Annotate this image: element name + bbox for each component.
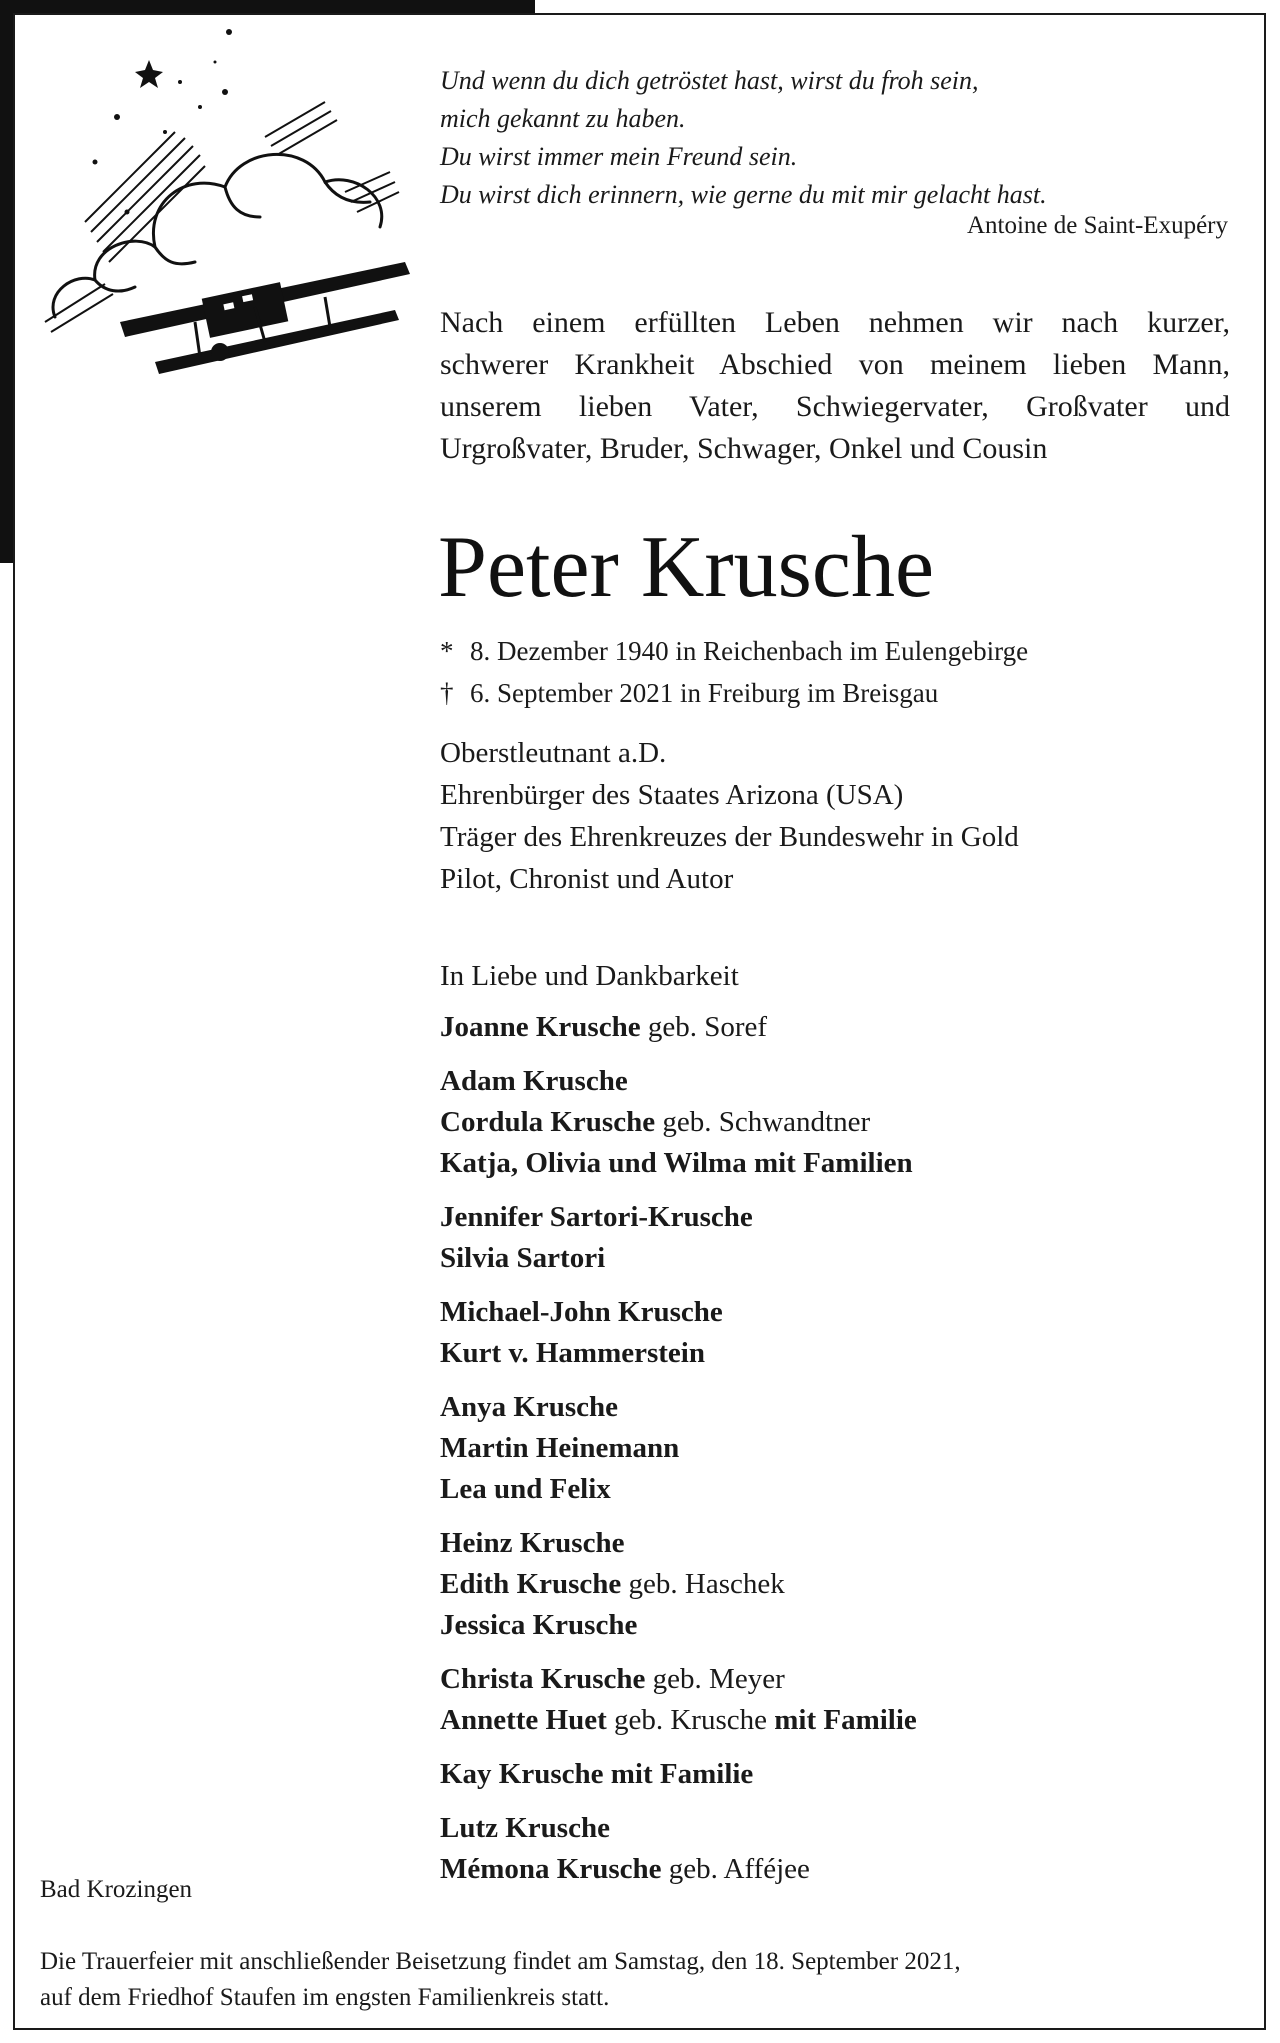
mourner-note: geb. Schwandtner (655, 1106, 871, 1138)
mourner-name: Michael-John Krusche (440, 1296, 723, 1328)
intro-paragraph (440, 302, 1230, 470)
mourner-name: Cordula Krusche (440, 1106, 656, 1138)
mourner-name: Joanne Krusche (440, 1011, 641, 1043)
mourner-line (440, 1143, 917, 1184)
cross-icon: † (440, 678, 454, 708)
mourners-intro: In Liebe und Dankbarkeit (440, 960, 739, 992)
mourner-name: Edith Krusche (440, 1568, 622, 1600)
quote-line: Und wenn du dich getröstet hast, wirst du froh sein, (440, 66, 979, 95)
mourner-name: Katja, Olivia und Wilma mit Familien (440, 1147, 913, 1179)
honor-line: Oberstleutnant a.D. (440, 737, 667, 769)
mourner-line (440, 1387, 917, 1428)
mourner-name: Martin Heinemann (440, 1432, 680, 1464)
mourner-note: geb. Afféjee (661, 1853, 810, 1885)
intro-line: Urgroßvater, Bruder, Schwager, Onkel und Cousin (440, 432, 1048, 465)
quote-line: Du wirst dich erinnern, wie gerne du mit mir gelacht hast. (440, 180, 1047, 209)
mourner-line (440, 1849, 917, 1890)
mourner-line (440, 1102, 917, 1143)
place: Bad Krozingen (40, 1876, 193, 1903)
mourner-line (440, 1007, 917, 1048)
mourner-name: Christa Krusche (440, 1663, 646, 1695)
birth-line (440, 630, 1028, 672)
quote-line: mich gekannt zu haben. (440, 104, 686, 133)
mourner-line (440, 1428, 917, 1469)
mourner-line (440, 1197, 917, 1238)
mourner-line (440, 1754, 917, 1795)
mourner-name: Lea und Felix (440, 1473, 611, 1505)
mourner-group (440, 1061, 917, 1184)
mourner-name: Jennifer Sartori-Krusche (440, 1201, 753, 1233)
mourner-group (440, 1007, 917, 1048)
death-line (440, 672, 1028, 714)
honor-line: Träger des Ehrenkreuzes der Bundeswehr in Gold (440, 821, 1019, 853)
birth-symbol: * (440, 636, 454, 666)
mourner-line (440, 1238, 917, 1279)
intro-line: Nach einem erfüllten Leben nehmen wir nach kurzer, (440, 306, 1230, 339)
mourner-suffix: mit Familie (774, 1704, 917, 1736)
mourner-group (440, 1754, 917, 1795)
birth-date: 8. Dezember 1940 in Reichenbach im Eulengebirge (470, 636, 1029, 666)
honor-line: Pilot, Chronist und Autor (440, 863, 734, 895)
mourner-line (440, 1292, 917, 1333)
quote-author: Antoine de Saint-Exupéry (966, 212, 1228, 239)
mourner-name: Annette Huet (440, 1704, 607, 1736)
mourner-group (440, 1292, 917, 1374)
quote-block (440, 62, 1230, 214)
mourner-group (440, 1659, 917, 1741)
death-date: 6. September 2021 in Freiburg im Breisgau (470, 678, 939, 708)
mourner-note: geb. Soref (640, 1011, 768, 1043)
mourner-name: Anya Krusche (440, 1391, 619, 1423)
top-dark-bar (0, 0, 535, 13)
deceased-name: Peter Krusche (438, 519, 935, 616)
honors-list (440, 732, 1019, 900)
left-dark-bar (0, 13, 13, 563)
mourner-name: Adam Krusche (440, 1065, 628, 1097)
mourner-name: Kurt v. Hammerstein (440, 1337, 705, 1369)
mourner-group (440, 1808, 917, 1890)
mourner-name: Heinz Krusche (440, 1527, 625, 1559)
mourners-list (440, 956, 917, 1903)
mourner-group (440, 1197, 917, 1279)
mourner-line (440, 1808, 917, 1849)
honor-line: Ehrenbürger des Staates Arizona (USA) (440, 779, 904, 811)
mourner-name: Kay Krusche mit Familie (440, 1758, 754, 1790)
mourner-line (440, 1523, 917, 1564)
mourner-line (440, 1061, 917, 1102)
mourner-name: Mémona Krusche (440, 1853, 662, 1885)
mourner-name: Jessica Krusche (440, 1609, 638, 1641)
mourner-line (440, 1333, 917, 1374)
mourner-group (440, 1523, 917, 1646)
funeral-line: Die Trauerfeier mit anschließender Beisetzung findet am Samstag, den 18. September 2021, (40, 1948, 961, 1975)
biplane-in-clouds-with-stars-icon (25, 22, 420, 382)
quote-line: Du wirst immer mein Freund sein. (440, 142, 798, 171)
mourner-note: geb. Haschek (621, 1568, 785, 1600)
mourner-line (440, 1469, 917, 1510)
intro-line: schwerer Krankheit Abschied von meinem lieben Mann, (440, 348, 1230, 381)
life-dates (440, 630, 1028, 714)
mourner-group (440, 1387, 917, 1510)
mourner-name: Lutz Krusche (440, 1812, 610, 1844)
intro-line: unserem lieben Vater, Schwiegervater, Großvater und (440, 390, 1230, 423)
mourner-note: geb. Krusche (606, 1704, 775, 1736)
mourner-name: Silvia Sartori (440, 1242, 606, 1274)
mourner-line (440, 1564, 917, 1605)
funeral-notice (40, 1944, 1240, 2016)
mourner-line (440, 1605, 917, 1646)
mourner-line (440, 1659, 917, 1700)
funeral-line: auf dem Friedhof Staufen im engsten Familienkreis statt. (40, 1984, 610, 2011)
mourner-note: geb. Meyer (645, 1663, 785, 1695)
mourner-line (440, 1700, 917, 1741)
mourner-groups (440, 1007, 917, 1890)
